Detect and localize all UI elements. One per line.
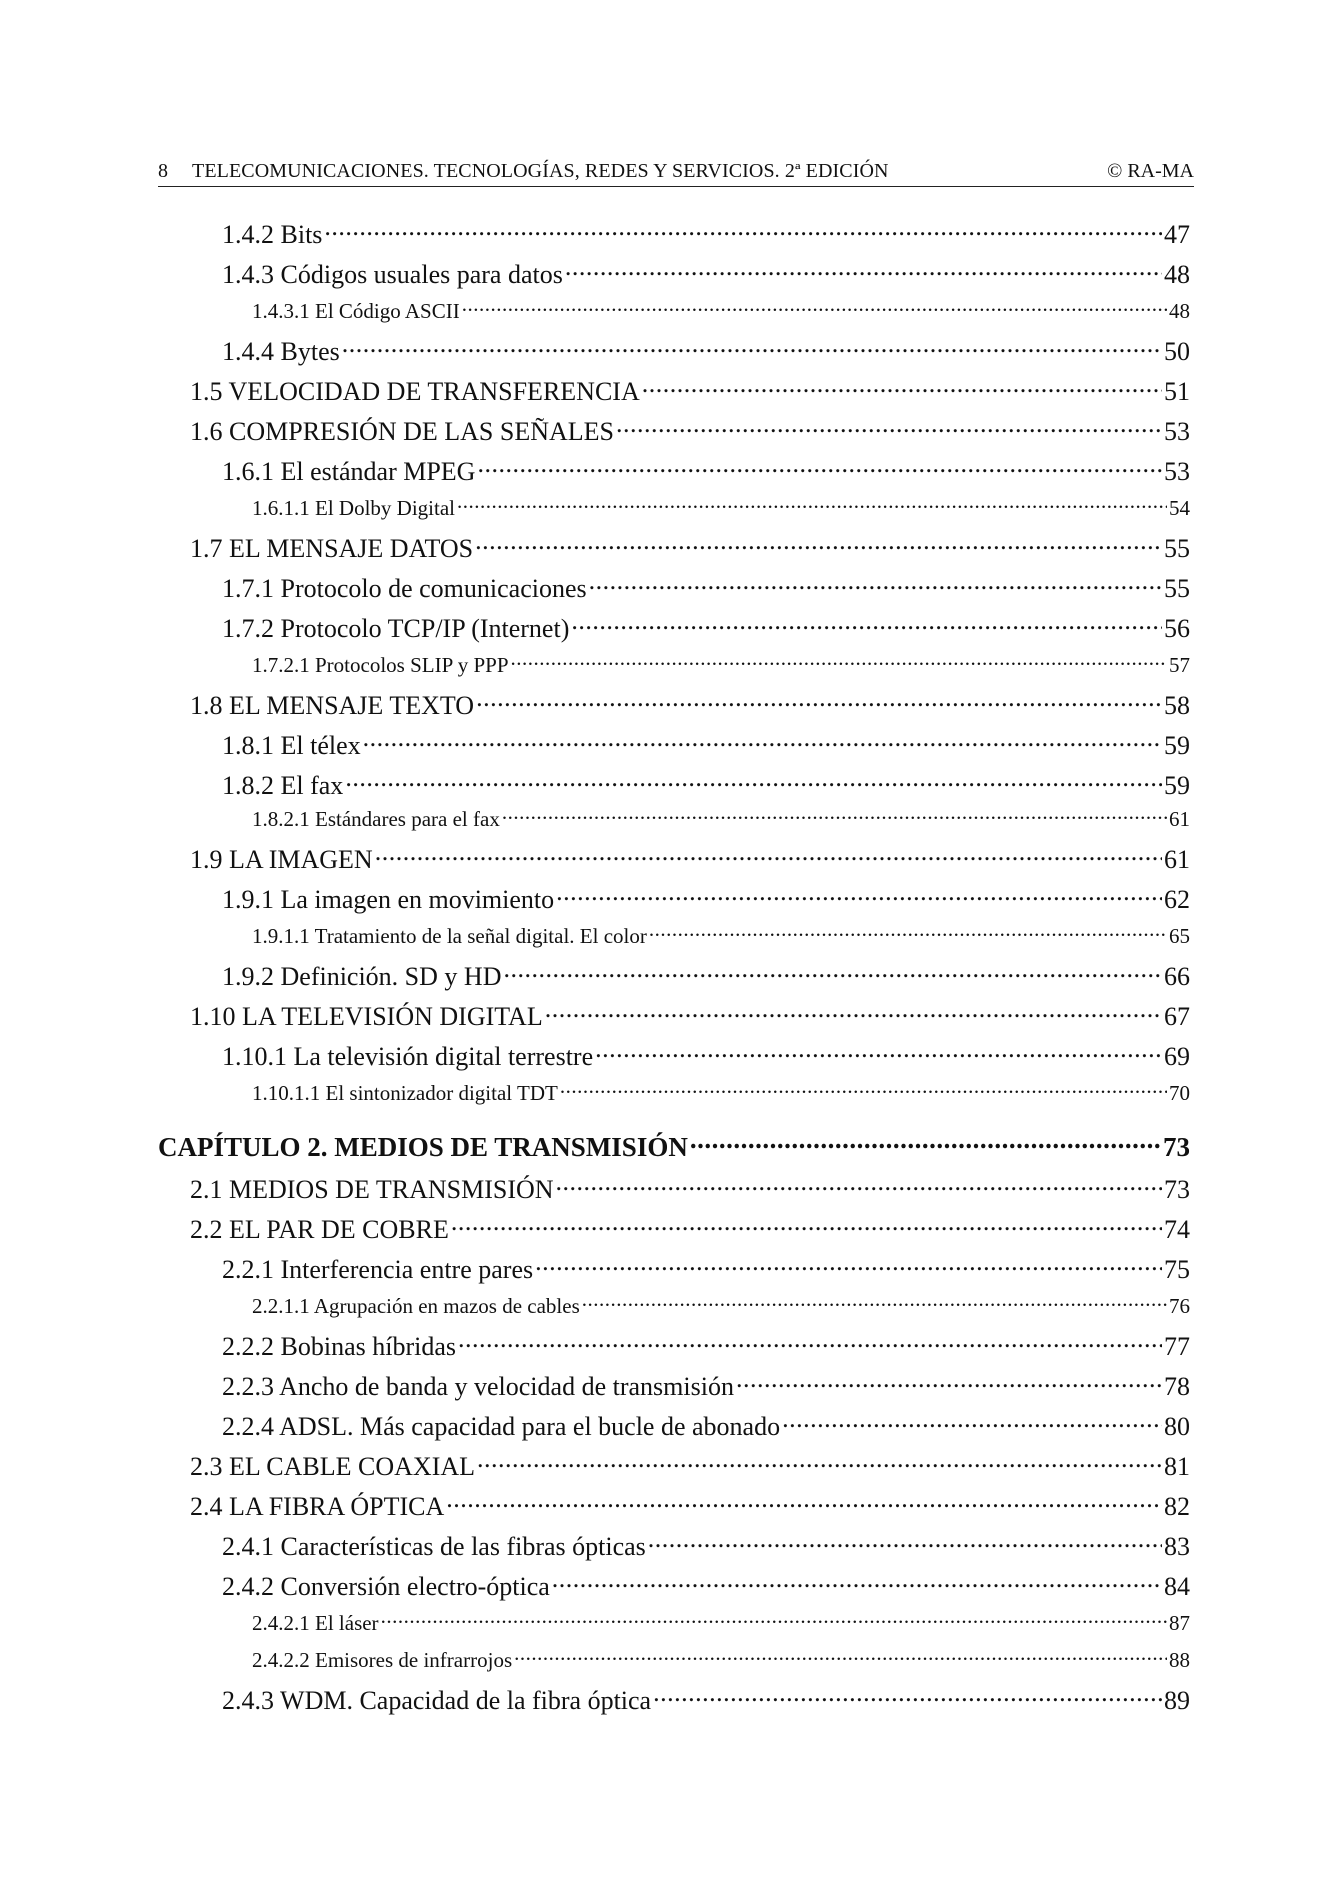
dot-leader [324,217,1162,243]
toc-entry[interactable] [190,1449,1190,1482]
toc-entry[interactable] [222,334,1190,367]
dot-leader [589,571,1162,597]
toc-entry[interactable] [222,1369,1190,1402]
toc-entry-title: 2.2.4 ADSL. Más capacidad para el bucle de abonado [222,1412,781,1441]
toc-entry[interactable] [222,1329,1190,1362]
toc-entry-title: CAPÍTULO 2. MEDIOS DE TRANSMISIÓN [158,1132,688,1162]
toc-entry[interactable] [252,805,1190,832]
dot-leader [556,882,1162,908]
toc-entry-page: 53 [1164,417,1190,446]
toc-entry-title: 1.9 LA IMAGEN [190,845,373,874]
toc-entry-page: 69 [1164,1042,1190,1071]
toc-entry[interactable] [252,1292,1190,1319]
toc-entry-title: 2.2.3 Ancho de banda y velocidad de transmisión [222,1372,734,1401]
dot-leader [363,728,1162,754]
toc-entry-page: 80 [1164,1412,1190,1441]
toc-entry[interactable] [252,651,1190,678]
dot-leader [451,1212,1162,1238]
toc-entry-title: 1.7 EL MENSAJE DATOS [190,534,474,563]
dot-leader [595,1039,1162,1065]
toc-entry-title: 2.2.1.1 Agrupación en mazos de cables [252,1294,580,1318]
toc-entry-page: 53 [1164,457,1190,486]
toc-entry-title: 1.8 EL MENSAJE TEXTO [190,691,475,720]
toc-entry-title: 2.1 MEDIOS DE TRANSMISIÓN [190,1175,554,1204]
page-number: 8 [158,160,168,182]
toc-entry-page: 47 [1164,220,1190,249]
toc-entry-page: 50 [1164,337,1190,366]
dot-leader [381,1609,1167,1630]
toc-chapter-entry[interactable] [158,1129,1190,1163]
toc-entry-page: 67 [1164,1002,1190,1031]
dot-leader [653,1683,1162,1709]
toc-entry[interactable] [190,531,1190,564]
toc-entry-page: 55 [1164,574,1190,603]
toc-entry-title: 1.4.4 Bytes [222,337,340,366]
toc-entry[interactable] [222,571,1190,604]
dot-leader [616,414,1162,440]
toc-entry-page: 83 [1164,1532,1190,1561]
toc-entry-page: 48 [1164,260,1190,289]
dot-leader [503,959,1162,985]
toc-entry-page: 84 [1164,1572,1190,1601]
toc-entry[interactable] [190,842,1190,875]
toc-entry-title: 1.5 VELOCIDAD DE TRANSFERENCIA [190,377,640,406]
toc-entry-title: 2.2.1 Interferencia entre pares [222,1255,534,1284]
toc-entry-title: 2.4.2 Conversión electro-óptica [222,1572,550,1601]
toc-entry[interactable] [252,1079,1190,1106]
toc-entry-page: 74 [1164,1215,1190,1244]
toc-entry-title: 1.9.1.1 Tratamiento de la señal digital. El color [252,924,647,948]
toc-entry-page: 66 [1164,962,1190,991]
toc-entry[interactable] [222,257,1190,290]
toc-entry[interactable] [252,1646,1190,1673]
toc-entry[interactable] [190,688,1190,721]
toc-entry[interactable] [190,414,1190,447]
toc-entry[interactable] [222,611,1190,644]
dot-leader [475,531,1162,557]
toc-entry[interactable] [252,297,1190,324]
toc-entry-title: 2.3 EL CABLE COAXIAL [190,1452,476,1481]
toc-entry-page: 57 [1169,653,1190,677]
dot-leader [458,1329,1162,1355]
toc-entry-page: 78 [1164,1372,1190,1401]
toc-entry[interactable] [222,1409,1190,1442]
toc-entry-page: 59 [1164,771,1190,800]
toc-entry[interactable] [222,959,1190,992]
dot-leader [782,1409,1162,1435]
dot-leader [571,611,1162,637]
dot-leader [511,651,1167,672]
toc-entry-page: 61 [1164,845,1190,874]
dot-leader [545,999,1162,1025]
toc-entry-page: 65 [1169,924,1190,948]
toc-entry-title: 1.9.1 La imagen en movimiento [222,885,555,914]
toc-entry[interactable] [222,1569,1190,1602]
toc-entry-title: 2.4 LA FIBRA ÓPTICA [190,1492,445,1521]
dot-leader [582,1292,1167,1313]
toc-entry-page: 59 [1164,731,1190,760]
toc-entry[interactable] [222,728,1190,761]
dot-leader [345,768,1162,794]
toc-entry-page: 55 [1164,534,1190,563]
toc-entry-page: 81 [1164,1452,1190,1481]
toc-entry-title: 1.4.2 Bits [222,220,323,249]
toc-entry-title: 1.6.1.1 El Dolby Digital [252,496,455,520]
dot-leader [502,805,1167,826]
toc-entry-title: 1.7.2.1 Protocolos SLIP y PPP [252,653,509,677]
toc-entry[interactable] [222,1529,1190,1562]
toc-entry[interactable] [190,1172,1190,1205]
toc-entry[interactable] [222,882,1190,915]
toc-entry[interactable] [252,1609,1190,1636]
toc-entry-page: 48 [1169,299,1190,323]
toc-entry[interactable] [222,1252,1190,1285]
toc-entry-page: 75 [1164,1255,1190,1284]
toc-entry-title: 1.7.2 Protocolo TCP/IP (Internet) [222,614,570,643]
toc-entry-title: 2.4.3 WDM. Capacidad de la fibra óptica [222,1686,652,1715]
toc-entry-page: 73 [1164,1175,1190,1204]
toc-entry-page: 62 [1164,885,1190,914]
toc-entry-title: 2.2.2 Bobinas híbridas [222,1332,456,1361]
dot-leader [477,454,1162,480]
toc-entry-title: 1.6.1 El estándar MPEG [222,457,476,486]
dot-leader [736,1369,1162,1395]
toc-entry[interactable] [222,768,1190,801]
toc-entry-title: 1.8.2.1 Estándares para el fax [252,807,500,831]
toc-entry-page: 54 [1169,496,1190,520]
dot-leader [514,1646,1167,1667]
dot-leader [649,922,1167,943]
dot-leader [535,1252,1162,1278]
dot-leader [457,494,1167,515]
toc-entry-title: 1.6 COMPRESIÓN DE LAS SEÑALES [190,417,614,446]
book-title: TELECOMUNICACIONES. TECNOLOGÍAS, REDES Y SERVICIOS. 2ª EDICIÓN [192,160,889,182]
toc-entry-title: 1.9.2 Definición. SD y HD [222,962,502,991]
toc-entry[interactable] [222,217,1190,250]
dot-leader [446,1489,1162,1515]
toc-entry-page: 56 [1164,614,1190,643]
dot-leader [462,297,1167,318]
toc-entry[interactable] [190,374,1190,407]
toc-entry[interactable] [222,454,1190,487]
dot-leader [690,1129,1161,1156]
dot-leader [476,688,1162,714]
toc-entry-title: 1.4.3.1 El Código ASCII [252,299,460,323]
toc-entry-title: 1.10.1 La televisión digital terrestre [222,1042,594,1071]
toc-entry-title: 2.4.2.2 Emisores de infrarrojos [252,1648,513,1672]
toc-entry-page: 61 [1169,807,1190,831]
toc-entry[interactable] [190,1212,1190,1245]
toc-entry-title: 2.4.1 Características de las fibras ópticas [222,1532,646,1561]
toc-entry-page: 76 [1169,1294,1190,1318]
toc-entry-title: 1.7.1 Protocolo de comunicaciones [222,574,587,603]
toc-entry[interactable] [252,494,1190,521]
dot-leader [565,257,1162,283]
toc-entry-page: 58 [1164,691,1190,720]
toc-entry-title: 1.10.1.1 El sintonizador digital TDT [252,1081,558,1105]
toc-entry[interactable] [252,922,1190,949]
dot-leader [375,842,1162,868]
toc-entry-title: 2.2 EL PAR DE COBRE [190,1215,449,1244]
dot-leader [560,1079,1167,1100]
dot-leader [642,374,1162,400]
toc-entry-page: 88 [1169,1648,1190,1672]
toc-entry[interactable] [190,1489,1190,1522]
dot-leader [556,1172,1162,1198]
toc-entry-page: 87 [1169,1611,1190,1635]
dot-leader [342,334,1162,360]
toc-entry-page: 77 [1164,1332,1190,1361]
toc-entry-page: 70 [1169,1081,1190,1105]
toc-entry-title: 1.8.1 El télex [222,731,361,760]
toc-entry-page: 82 [1164,1492,1190,1521]
toc-entry[interactable] [222,1683,1190,1716]
publisher-mark: © RA-MA [1107,160,1194,182]
toc-entry-title: 1.4.3 Códigos usuales para datos [222,260,563,289]
running-header [158,156,1194,187]
toc-entry-page: 89 [1164,1686,1190,1715]
toc-entry[interactable] [190,999,1190,1032]
toc-entry[interactable] [222,1039,1190,1072]
toc-entry-page: 73 [1163,1132,1190,1162]
dot-leader [552,1569,1162,1595]
dot-leader [477,1449,1162,1475]
toc-entry-title: 1.10 LA TELEVISIÓN DIGITAL [190,1002,543,1031]
dot-leader [648,1529,1162,1555]
toc-entry-title: 2.4.2.1 El láser [252,1611,379,1635]
toc-entry-page: 51 [1164,377,1190,406]
toc-entry-title: 1.8.2 El fax [222,771,344,800]
